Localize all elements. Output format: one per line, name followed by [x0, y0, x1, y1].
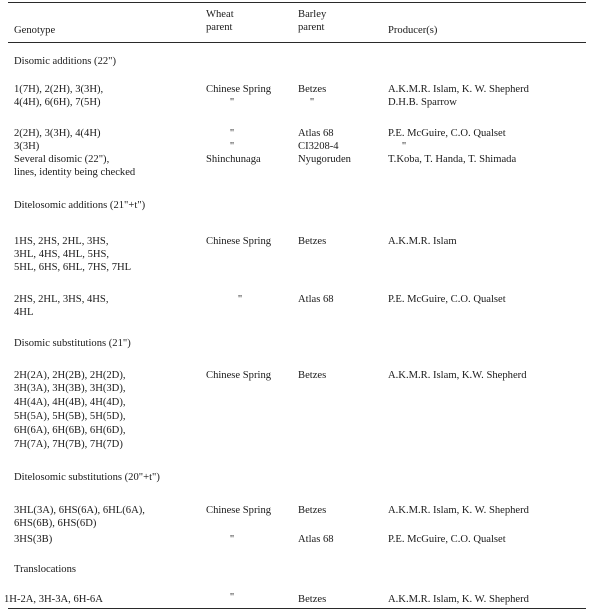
genotype-cell: 2H(2A), 2H(2B), 2H(2D),	[14, 370, 126, 381]
wheat-cell: Chinese Spring	[206, 84, 272, 95]
producer-cell: P.E. McGuire, C.O. Qualset	[388, 128, 506, 139]
barley-cell: Betzes	[298, 370, 327, 381]
genotype-cell: Several disomic (22"),	[14, 154, 110, 165]
section-title: Translocations	[14, 564, 76, 575]
genotype-cell: 3(3H)	[14, 141, 40, 152]
producer-cell: P.E. McGuire, C.O. Qualset	[388, 534, 506, 545]
genotype-cell: 4HL	[14, 307, 34, 318]
header-rule	[8, 42, 586, 43]
genotype-cell: 5HL, 6HS, 6HL, 7HS, 7HL	[14, 262, 132, 273]
genotype-cell: 1HS, 2HS, 2HL, 3HS,	[14, 236, 109, 247]
barley-cell: Atlas 68	[298, 128, 334, 139]
wheat-ditto-mark: "	[229, 97, 235, 108]
genotype-cell: 1(7H), 2(2H), 3(3H),	[14, 84, 104, 95]
section-title: Ditelosomic substitutions (20"+t")	[14, 472, 160, 483]
barley-cell: Atlas 68	[298, 534, 334, 545]
wheat-cell: Chinese Spring	[206, 370, 272, 381]
genotype-cell: lines, identity being checked	[14, 167, 136, 178]
genotype-cell: 6H(6A), 6H(6B), 6H(6D),	[14, 425, 126, 436]
producer-cell: A.K.M.R. Islam	[388, 236, 457, 247]
producer-ditto-mark: "	[401, 141, 407, 152]
wheat-cell: Chinese Spring	[206, 236, 272, 247]
top-rule	[8, 2, 586, 3]
genotype-cell: 3H(3A), 3H(3B), 3H(3D),	[14, 383, 126, 394]
barley-cell: Betzes	[298, 594, 327, 605]
producer-cell: A.K.M.R. Islam, K.W. Shepherd	[388, 370, 527, 381]
barley-cell: Nyugoruden	[298, 154, 351, 165]
genotype-cell: 4(4H), 6(6H), 7(5H)	[14, 97, 101, 108]
genotype-cell: 7H(7A), 7H(7B), 7H(7D)	[14, 439, 123, 450]
genotype-cell: 5H(5A), 5H(5B), 5H(5D),	[14, 411, 126, 422]
producer-cell: D.H.B. Sparrow	[388, 97, 457, 108]
genotype-cell: 6HS(6B), 6HS(6D)	[14, 518, 97, 529]
section-title: Disomic substitutions (21")	[14, 338, 131, 349]
producer-cell: A.K.M.R. Islam, K. W. Shepherd	[388, 84, 529, 95]
header-barley-line2: parent	[298, 22, 325, 33]
wheat-ditto-mark: "	[229, 534, 235, 545]
genotype-cell: 1H-2A, 3H-3A, 6H-6A	[4, 594, 103, 605]
barley-cell: CI3208-4	[298, 141, 339, 152]
wheat-ditto-mark: "	[229, 141, 235, 152]
producer-cell: A.K.M.R. Islam, K. W. Shepherd	[388, 594, 529, 605]
genotype-cell: 2(2H), 3(3H), 4(4H)	[14, 128, 101, 139]
wheat-cell: Shinchunaga	[206, 154, 261, 165]
section-title: Disomic additions (22")	[14, 56, 117, 67]
producer-cell: P.E. McGuire, C.O. Qualset	[388, 294, 506, 305]
wheat-cell: Chinese Spring	[206, 505, 272, 516]
bottom-rule	[8, 608, 586, 609]
header-wheat-line2: parent	[206, 22, 233, 33]
producer-cell: A.K.M.R. Islam, K. W. Shepherd	[388, 505, 529, 516]
section-title: Ditelosomic additions (21"+t")	[14, 200, 146, 211]
genotype-cell: 3HL(3A), 6HS(6A), 6HL(6A),	[14, 505, 145, 516]
barley-cell: Betzes	[298, 236, 327, 247]
producer-cell: T.Koba, T. Handa, T. Shimada	[388, 154, 517, 165]
genotype-cell: 3HS(3B)	[14, 534, 53, 545]
genotype-cell: 3HL, 4HS, 4HL, 5HS,	[14, 249, 110, 260]
header-barley-line1: Barley	[298, 9, 327, 20]
wheat-ditto-mark: "	[229, 128, 235, 139]
barley-cell: Betzes	[298, 505, 327, 516]
header-wheat-line1: Wheat	[206, 9, 234, 20]
header-producers: Producer(s)	[388, 25, 438, 36]
wheat-ditto-mark: "	[237, 294, 243, 305]
genotype-cell: 4H(4A), 4H(4B), 4H(4D),	[14, 397, 126, 408]
barley-cell: Betzes	[298, 84, 327, 95]
header-genotype: Genotype	[14, 25, 56, 36]
barley-cell: Atlas 68	[298, 294, 334, 305]
genotype-cell: 2HS, 2HL, 3HS, 4HS,	[14, 294, 109, 305]
barley-ditto-mark: "	[309, 97, 315, 108]
wheat-ditto-mark: "	[229, 592, 235, 603]
